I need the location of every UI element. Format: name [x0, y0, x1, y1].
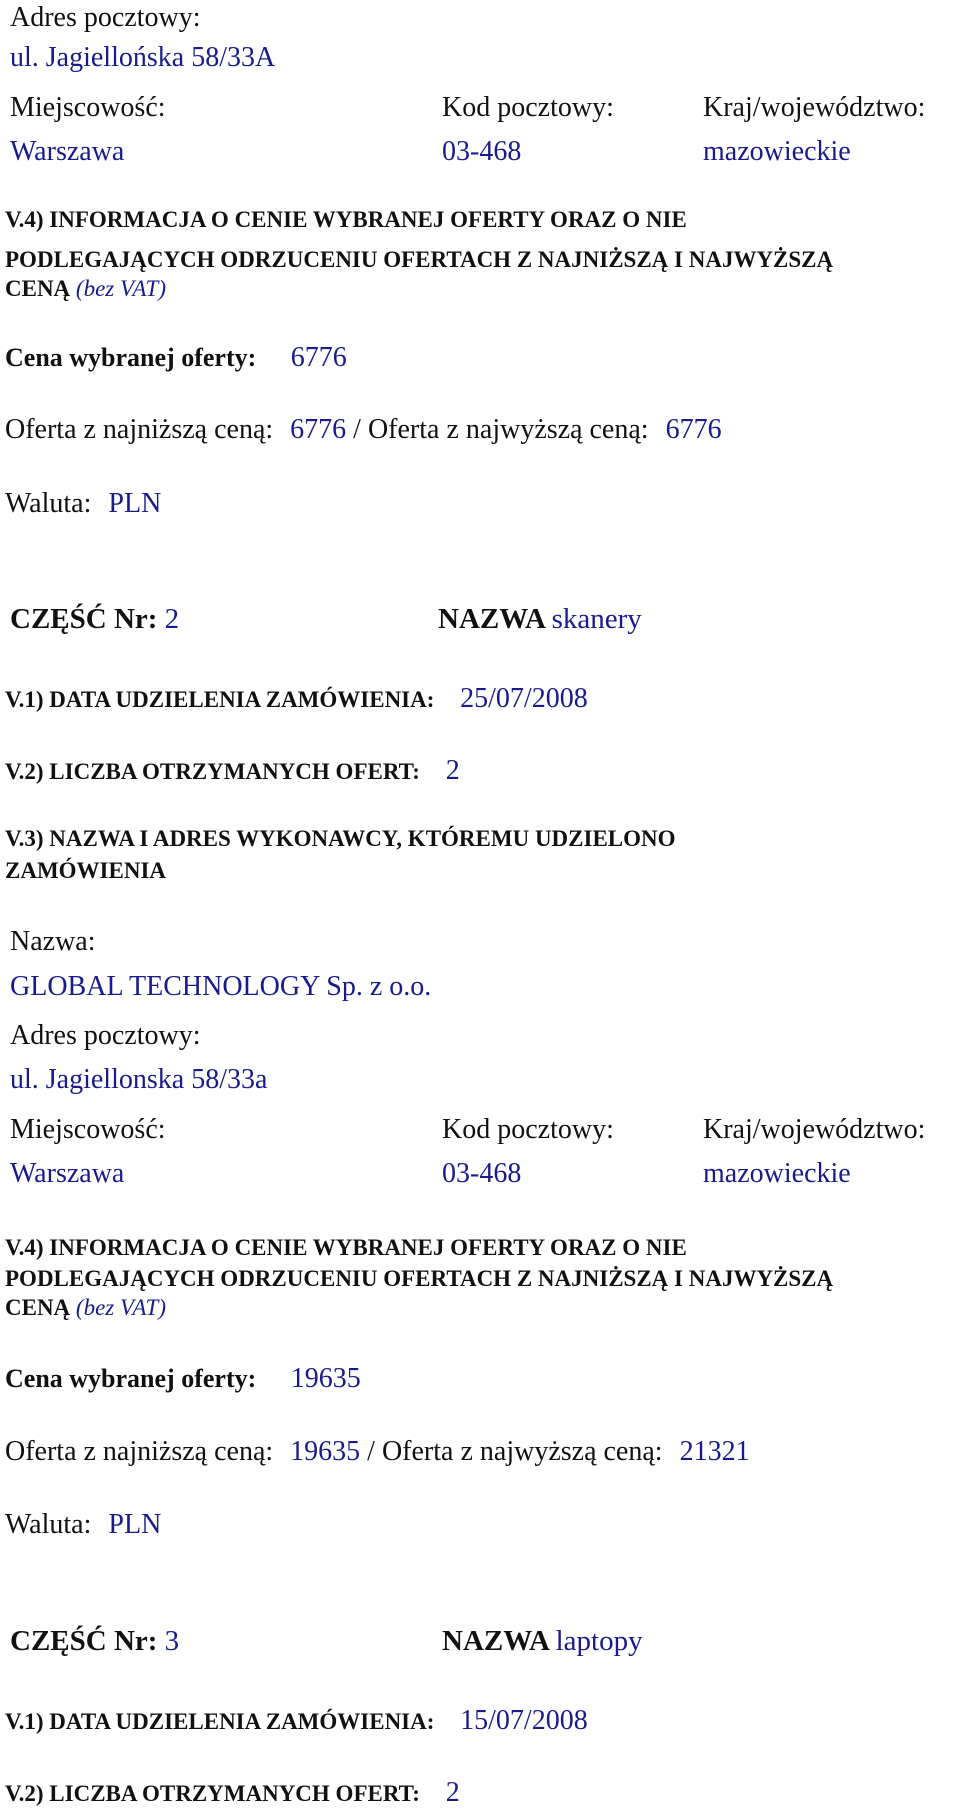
part-number-label: CZĘŚĆ Nr: — [10, 603, 158, 635]
selected-price-value: 19635 — [290, 1363, 361, 1394]
city-value: Warszawa — [10, 136, 125, 167]
award-date-label: V.1) DATA UDZIELENIA ZAMÓWIENIA: — [5, 687, 435, 712]
part-name-value: skanery — [551, 603, 642, 635]
offers-count-label: V.2) LICZBA OTRZYMANYCH OFERT: — [5, 1781, 420, 1806]
currency-row — [5, 1511, 161, 1539]
contractor-name-value: GLOBAL TECHNOLOGY Sp. z o.o. — [10, 971, 432, 1002]
lowest-highest-row — [5, 1438, 750, 1466]
award-date-row — [5, 685, 588, 713]
region-value: mazowieckie — [703, 1158, 851, 1189]
price-info-title: V.4) INFORMACJA O CENIE WYBRANEJ OFERTY ORAZ O NIE — [5, 1235, 687, 1260]
lowest-label: Oferta z najniższą ceną: — [5, 1436, 274, 1467]
lowest-value: 19635 — [290, 1436, 361, 1467]
selected-price-row — [5, 1365, 361, 1393]
separator: / — [367, 1436, 375, 1467]
price-info-title-bold: CENĄ — [5, 1295, 71, 1320]
part-name-value: laptopy — [555, 1625, 643, 1657]
contractor-title-line2: ZAMÓWIENIA — [5, 858, 167, 883]
offers-count-value: 2 — [445, 1777, 460, 1808]
part-name-label: NAZWA — [438, 603, 545, 635]
currency-label: Waluta: — [5, 488, 92, 519]
city-value: Warszawa — [10, 1158, 125, 1189]
price-info-title-line2: PODLEGAJĄCYCH ODRZUCENIU OFERTACH Z NAJNIŻSZĄ I NAJWYŻSZĄ — [5, 247, 834, 272]
highest-label: Oferta z najwyższą ceną: — [367, 414, 649, 445]
highest-label: Oferta z najwyższą ceną: — [381, 1436, 663, 1467]
contractor-name-label: Nazwa: — [10, 926, 96, 957]
price-info-title-italic: (bez VAT) — [75, 276, 166, 301]
address-label: Adres pocztowy: — [10, 2, 201, 33]
postal-value: 03-468 — [442, 1158, 522, 1189]
lowest-value: 6776 — [290, 414, 347, 445]
award-date-value: 15/07/2008 — [460, 1705, 588, 1736]
award-date-value: 25/07/2008 — [460, 683, 588, 714]
part2-number-row — [10, 605, 179, 634]
lowest-label: Oferta z najniższą ceną: — [5, 414, 274, 445]
postal-label: Kod pocztowy: — [442, 1114, 614, 1145]
region-label: Kraj/województwo: — [703, 92, 926, 123]
price-info-title-line2: PODLEGAJĄCYCH ODRZUCENIU OFERTACH Z NAJNIŻSZĄ I NAJWYŻSZĄ — [5, 1266, 834, 1291]
part-name-label: NAZWA — [442, 1625, 549, 1657]
part-number-value: 3 — [164, 1625, 180, 1657]
award-date-label: V.1) DATA UDZIELENIA ZAMÓWIENIA: — [5, 1709, 435, 1734]
region-value: mazowieckie — [703, 136, 851, 167]
price-info-title-line3 — [5, 1296, 166, 1319]
address-label: Adres pocztowy: — [10, 1020, 201, 1051]
price-info-title-bold: CENĄ — [5, 276, 71, 301]
lowest-highest-row — [5, 416, 722, 444]
selected-price-value: 6776 — [290, 342, 347, 373]
price-info-title: V.4) INFORMACJA O CENIE WYBRANEJ OFERTY ORAZ O NIE — [5, 207, 687, 232]
postal-label: Kod pocztowy: — [442, 92, 614, 123]
address-value: ul. Jagiellońska 58/33A — [10, 42, 276, 73]
currency-value: PLN — [108, 488, 162, 519]
price-info-title-line3 — [5, 277, 166, 300]
price-info-title-italic: (bez VAT) — [75, 1295, 166, 1320]
offers-count-value: 2 — [445, 755, 460, 786]
contractor-title: V.3) NAZWA I ADRES WYKONAWCY, KTÓREMU UDZIELONO — [5, 826, 676, 851]
selected-price-label: Cena wybranej oferty: — [5, 343, 257, 372]
city-label: Miejscowość: — [10, 92, 166, 123]
highest-value: 21321 — [679, 1436, 750, 1467]
region-label: Kraj/województwo: — [703, 1114, 926, 1145]
currency-label: Waluta: — [5, 1509, 92, 1540]
part3-name-row — [442, 1627, 643, 1656]
part2-name-row — [438, 605, 642, 634]
award-date-row — [5, 1707, 588, 1735]
selected-price-row — [5, 344, 347, 372]
part3-number-row — [10, 1627, 179, 1656]
offers-count-label: V.2) LICZBA OTRZYMANYCH OFERT: — [5, 759, 420, 784]
part-number-value: 2 — [164, 603, 180, 635]
selected-price-label: Cena wybranej oferty: — [5, 1364, 257, 1393]
currency-value: PLN — [108, 1509, 162, 1540]
separator: / — [353, 414, 361, 445]
currency-row — [5, 490, 161, 518]
part-number-label: CZĘŚĆ Nr: — [10, 1625, 158, 1657]
postal-value: 03-468 — [442, 136, 522, 167]
offers-count-row — [5, 1779, 460, 1807]
city-label: Miejscowość: — [10, 1114, 166, 1145]
address-value: ul. Jagiellonska 58/33a — [10, 1064, 268, 1095]
highest-value: 6776 — [665, 414, 722, 445]
offers-count-row — [5, 757, 460, 785]
